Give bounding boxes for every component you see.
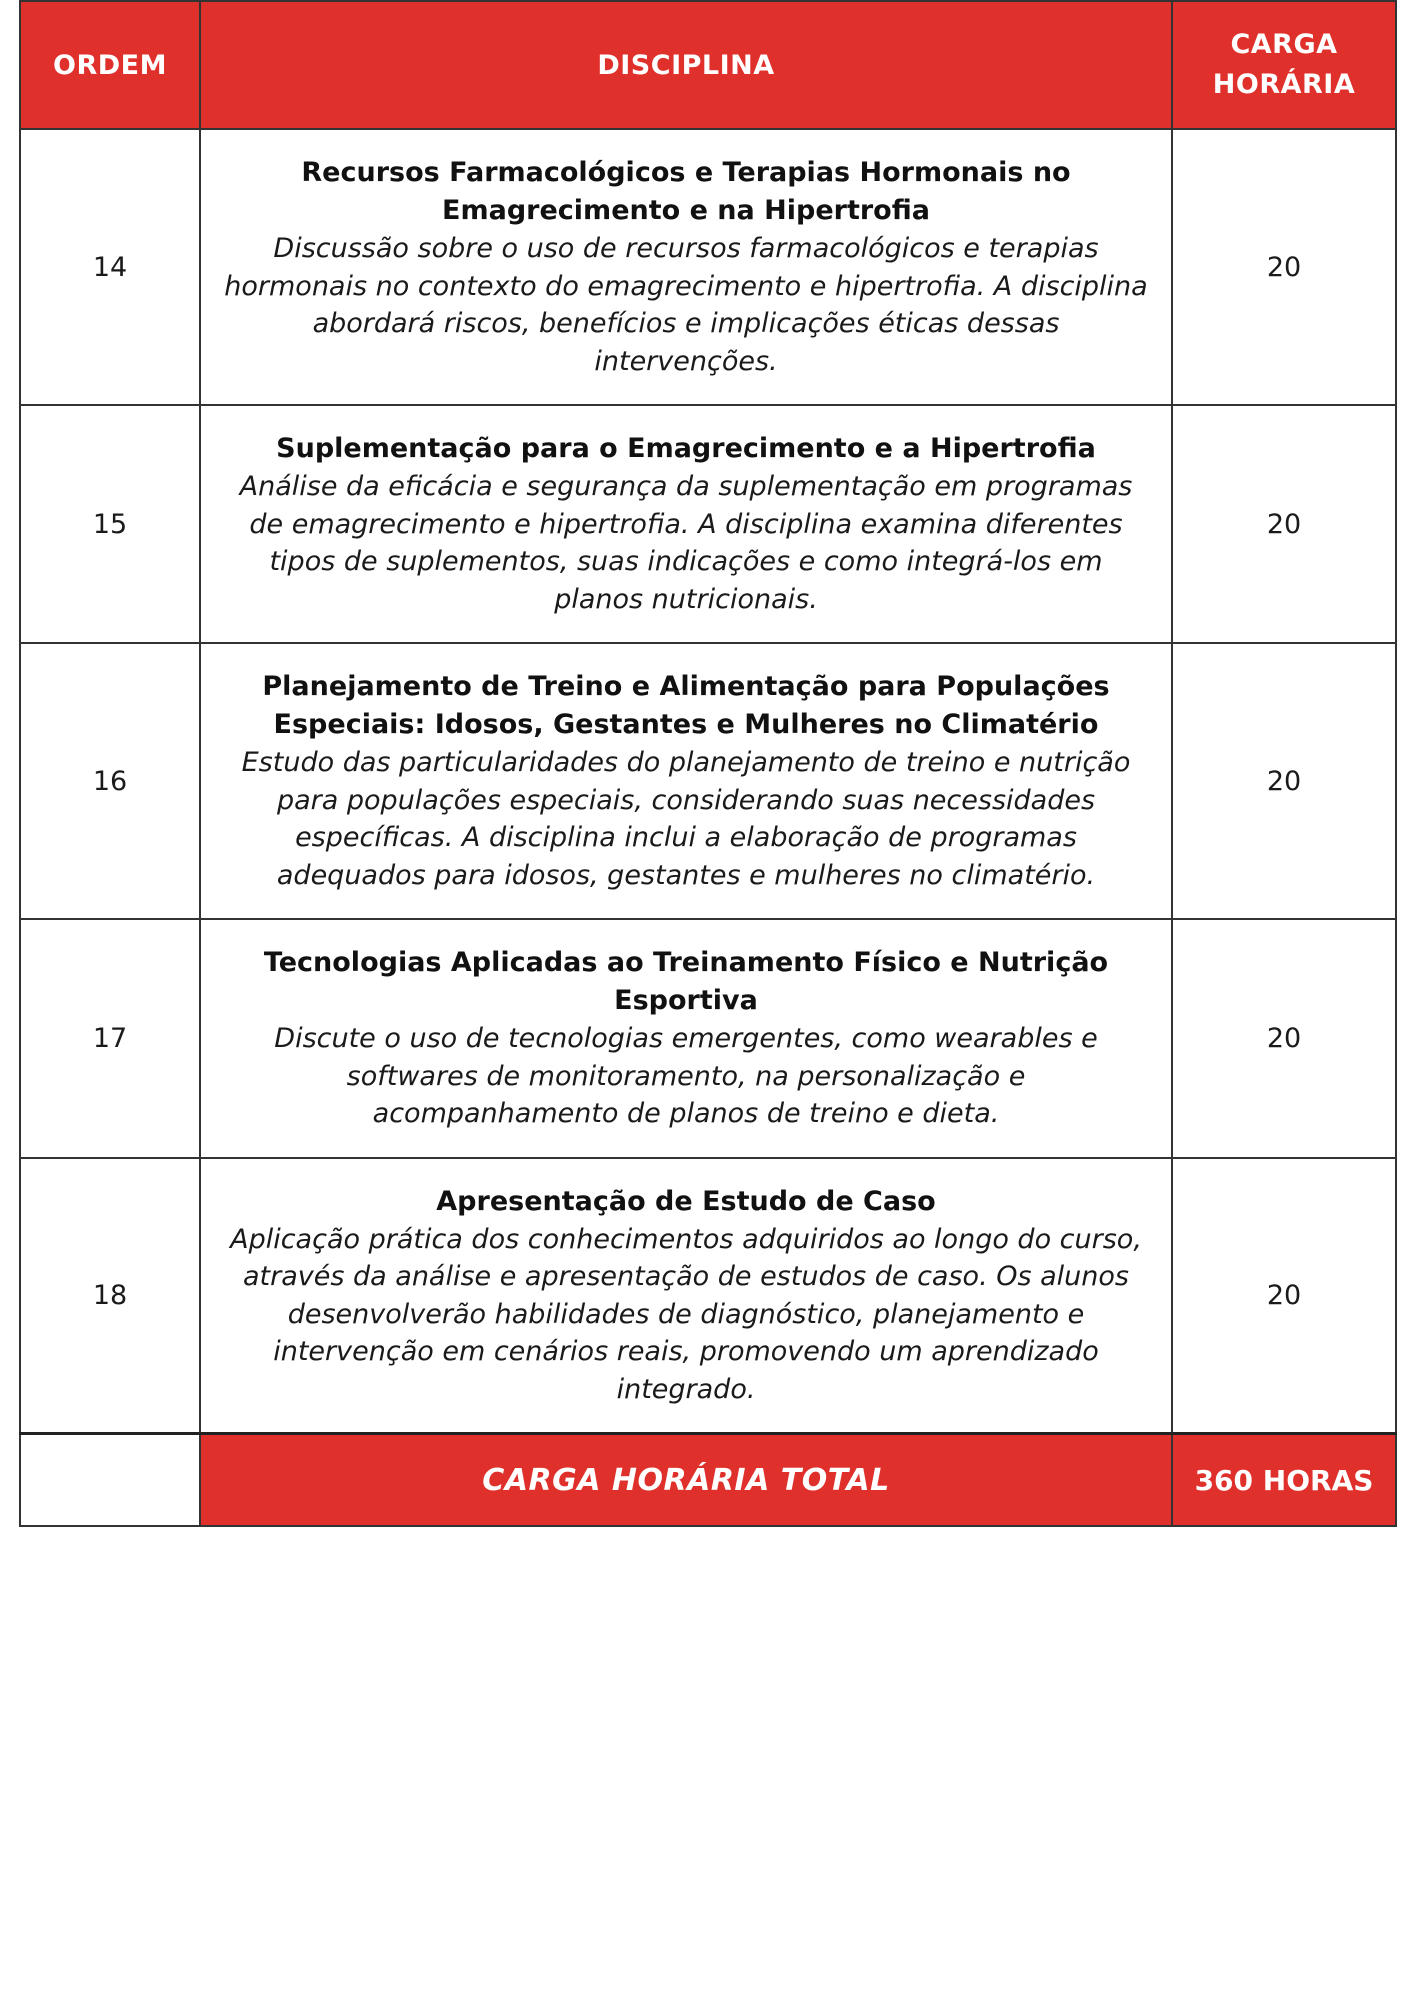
- table-row: [20, 1158, 1396, 1434]
- disciplina-description: Estudo das particularidades do planejamento de treino e nutrição para populações especiais, considerando suas necessidades específicas. A disciplina inclui a elaboração de programas adequados para idosos, gestantes e mulheres no climatério.: [241, 747, 1131, 891]
- disciplina-description: Aplicação prática dos conhecimentos adquiridos ao longo do curso, através da análise e apresentação de estudos de caso. Os alunos desenvolverão habilidades de diagnóstico, planejamento e intervenção em cenários reais, promovendo um aprendizado integrado.: [230, 1223, 1142, 1405]
- row-carga: 20: [1172, 919, 1396, 1158]
- total-label: CARGA HORÁRIA TOTAL: [200, 1434, 1172, 1527]
- table-row: [20, 405, 1396, 643]
- total-value: 360 HORAS: [1172, 1434, 1396, 1527]
- row-ordem: 16: [20, 643, 200, 919]
- total-row: [20, 1434, 1396, 1527]
- row-ordem: 17: [20, 919, 200, 1158]
- row-ordem: 18: [20, 1158, 200, 1434]
- disciplina-title: Tecnologias Aplicadas ao Treinamento Físico e Nutrição Esportiva: [263, 947, 1109, 1016]
- disciplina-title: Suplementação para o Emagrecimento e a Hipertrofia: [276, 433, 1096, 464]
- disciplina-description: Discussão sobre o uso de recursos farmacológicos e terapias hormonais no contexto do emagrecimento e hipertrofia. A disciplina abordará riscos, benefícios e implicações éticas dessas intervenções.: [224, 233, 1148, 377]
- header-carga-line2: HORÁRIA: [1212, 69, 1356, 100]
- disciplina-title: Recursos Farmacológicos e Terapias Hormonais no Emagrecimento e na Hipertrofia: [301, 157, 1071, 226]
- header-carga-line1: CARGA: [1230, 29, 1338, 60]
- row-disciplina: [200, 129, 1172, 405]
- total-empty-cell: [20, 1434, 200, 1527]
- table-row: [20, 129, 1396, 405]
- header-carga-horaria: [1172, 1, 1396, 129]
- table-row: [20, 919, 1396, 1158]
- header-disciplina: DISCIPLINA: [200, 1, 1172, 129]
- row-carga: 20: [1172, 1158, 1396, 1434]
- row-carga: 20: [1172, 405, 1396, 643]
- disciplina-title: Apresentação de Estudo de Caso: [436, 1185, 936, 1217]
- row-ordem: 15: [20, 405, 200, 643]
- disciplina-description: Análise da eficácia e segurança da suplementação em programas de emagrecimento e hipertrofia. A disciplina examina diferentes tipos de suplementos, suas indicações e como integrá-los em planos nutricionais.: [239, 471, 1133, 615]
- table-row: [20, 643, 1396, 919]
- disciplina-title: Planejamento de Treino e Alimentação para Populações Especiais: Idosos, Gestantes e Mulheres no Climatério: [262, 671, 1110, 740]
- row-disciplina: [200, 643, 1172, 919]
- row-disciplina: [200, 405, 1172, 643]
- header-ordem: ORDEM: [20, 1, 200, 129]
- row-disciplina: [200, 1158, 1172, 1434]
- row-disciplina: [200, 919, 1172, 1158]
- row-ordem: 14: [20, 129, 200, 405]
- curriculum-table: [19, 0, 1397, 1527]
- table-header-row: [20, 1, 1396, 129]
- row-carga: 20: [1172, 643, 1396, 919]
- row-carga: 20: [1172, 129, 1396, 405]
- disciplina-description: Discute o uso de tecnologias emergentes, como wearables e softwares de monitoramento, na personalização e acompanhamento de planos de treino e dieta.: [274, 1023, 1098, 1129]
